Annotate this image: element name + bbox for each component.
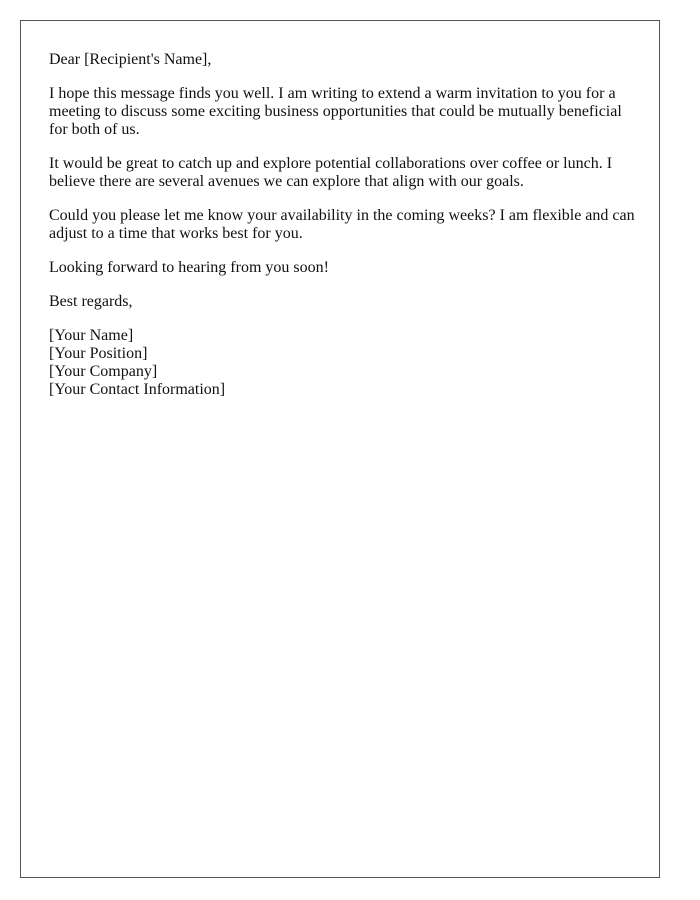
paragraph-collaboration: It would be great to catch up and explore potential collaborations over coffee or lunch. I believe there are several avenues we can explore that align with our goals.	[49, 155, 613, 190]
signature-company: [Your Company]	[49, 363, 158, 380]
closing: Best regards,	[49, 293, 133, 310]
signature-name: [Your Name]	[49, 327, 134, 344]
paragraph-looking-forward: Looking forward to hearing from you soon!	[49, 259, 329, 276]
signature-contact: [Your Contact Information]	[49, 381, 226, 398]
letter-page	[20, 20, 660, 878]
signature-block	[49, 327, 635, 399]
paragraph-invitation: I hope this message finds you well. I am writing to extend a warm invitation to you for a meeting to discuss some exciting business opportunities that could be mutually beneficial for both of us.	[49, 85, 622, 138]
paragraph-availability: Could you please let me know your availability in the coming weeks? I am flexible and can adjust to a time that works best for you.	[49, 207, 635, 242]
letter-body	[49, 51, 635, 399]
signature-position: [Your Position]	[49, 345, 148, 362]
salutation: Dear [Recipient's Name],	[49, 51, 212, 68]
